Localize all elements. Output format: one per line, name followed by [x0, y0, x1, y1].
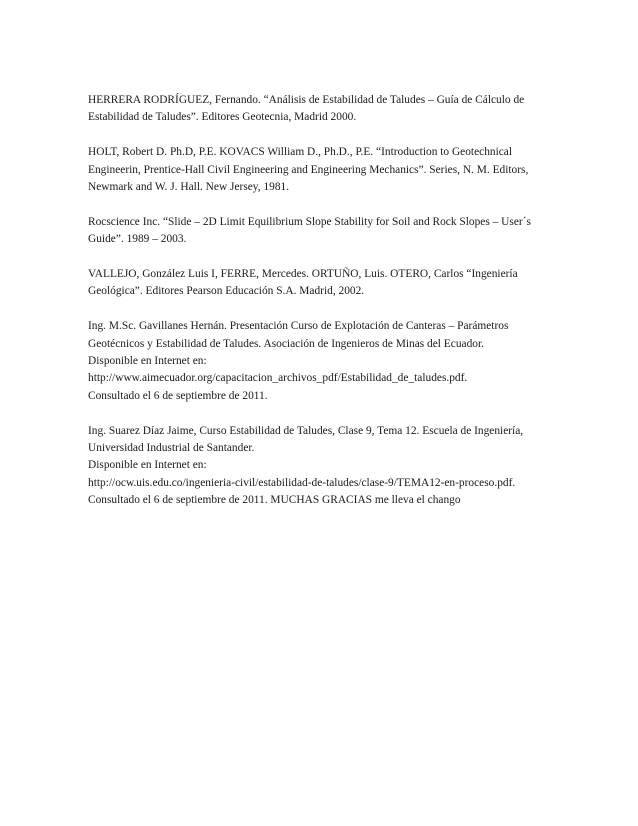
bibliography-list	[88, 92, 558, 527]
reference-entry	[88, 318, 558, 405]
reference-line: Consultado el 6 de septiembre de 2011. MUCHAS GRACIAS me lleva el chango	[88, 494, 461, 507]
reference-url: http://ocw.uis.edu.co/ingenieria-civil/estabilidad-de-taludes/clase-9/TEMA12-en-proceso.pdf.	[88, 476, 516, 489]
reference-line: Universidad Industrial de Santander.	[88, 442, 255, 455]
reference-line: VALLEJO, González Luis I, FERRE, Mercedes. ORTUÑO, Luis. OTERO, Carlos “Ingeniería	[88, 268, 518, 281]
reference-line: Newmark and W. J. Hall. New Jersey, 1981.	[88, 181, 290, 194]
reference-line: Consultado el 6 de septiembre de 2011.	[88, 389, 268, 402]
reference-line: Geotécnicos y Estabilidad de Taludes. Asociación de Ingenieros de Minas del Ecuador.	[88, 337, 484, 350]
reference-entry	[88, 214, 558, 249]
reference-entry	[88, 92, 558, 127]
reference-line: HOLT, Robert D. Ph.D, P.E. KOVACS William D., Ph.D., P.E. “Introduction to Geotechnical	[88, 146, 513, 159]
reference-entry	[88, 266, 558, 301]
reference-line: Disponible en Internet en:	[88, 459, 207, 472]
reference-line: Ing. M.Sc. Gavillanes Hernán. Presentación Curso de Explotación de Canteras – Parámetros	[88, 320, 509, 333]
reference-line: Guide”. 1989 – 2003.	[88, 233, 187, 246]
reference-line: Engineerin, Prentice-Hall Civil Engineering and Engineering Mechanics”. Series, N. M. Editors,	[88, 163, 529, 176]
reference-entry	[88, 423, 558, 510]
reference-line: Estabilidad de Taludes”. Editores Geotecnia, Madrid 2000.	[88, 111, 357, 124]
reference-line: Ing. Suarez Díaz Jaime, Curso Estabilidad de Taludes, Clase 9, Tema 12. Escuela de Ingeniería,	[88, 424, 524, 437]
reference-line: Rocscience Inc. “Slide – 2D Limit Equilibrium Slope Stability for Soil and Rock Slopes – User´s	[88, 215, 531, 228]
reference-line: Geológica”. Editores Pearson Educación S.A. Madrid, 2002.	[88, 285, 365, 298]
reference-entry	[88, 144, 558, 196]
reference-url: http://www.aimecuador.org/capacitacion_archivos_pdf/Estabilidad_de_taludes.pdf.	[88, 372, 468, 385]
reference-line: Disponible en Internet en:	[88, 355, 207, 368]
reference-line: HERRERA RODRÍGUEZ, Fernando. “Análisis de Estabilidad de Taludes – Guía de Cálculo de	[88, 94, 525, 106]
